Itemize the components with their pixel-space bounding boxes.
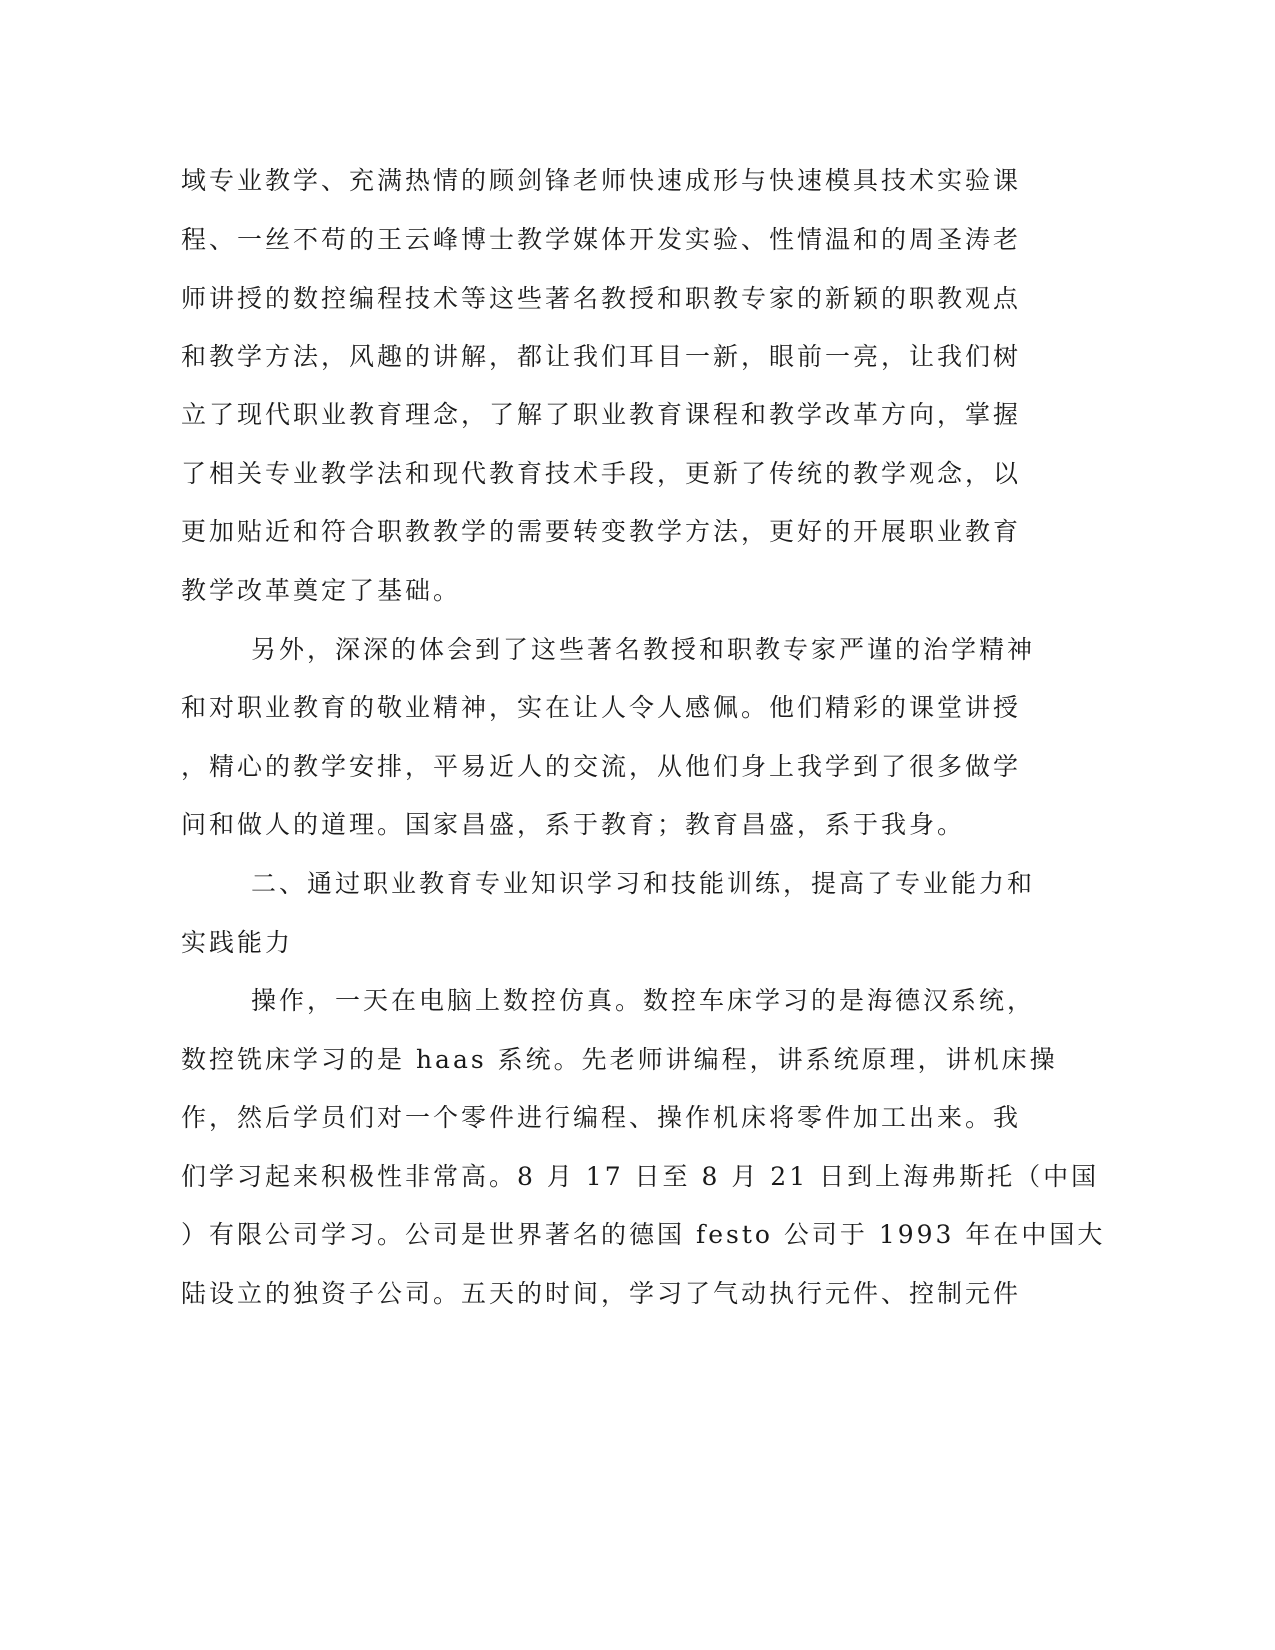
body-text-line: 问和做人的道理。国家昌盛，系于教育；教育昌盛，系于我身。 (181, 810, 966, 839)
body-text-line: 陆设立的独资子公司。五天的时间，学习了气动执行元件、控制元件 (181, 1279, 1022, 1308)
section-heading-line: 实践能力 (181, 928, 294, 957)
body-text-line: 程、一丝不苟的王云峰博士教学媒体开发实验、性情温和的周圣涛老 (181, 225, 1022, 254)
body-text-line: ，精心的教学安排，平易近人的交流，从他们身上我学到了很多做学 (181, 752, 1022, 781)
body-text-line: 立了现代职业教育理念，了解了职业教育课程和教学改革方向，掌握 (181, 400, 1022, 429)
body-text-line: 作，然后学员们对一个零件进行编程、操作机床将零件加工出来。我 (181, 1103, 1022, 1132)
body-text-line: 和对职业教育的敬业精神，实在让人令人感佩。他们精彩的课堂讲授 (181, 693, 1022, 722)
body-text-line: 数控铣床学习的是 haas 系统。先老师讲编程，讲系统原理，讲机床操 (181, 1045, 1058, 1074)
body-text-line: 们学习起来积极性非常高。8 月 17 日至 8 月 21 日到上海弗斯托（中国 (181, 1162, 1100, 1191)
paragraph-first-line: 操作，一天在电脑上数控仿真。数控车床学习的是海德汉系统， (251, 986, 1036, 1015)
body-text-line: ）有限公司学习。公司是世界著名的德国 festo 公司于 1993 年在中国大 (181, 1220, 1106, 1249)
body-text-line: 师讲授的数控编程技术等这些著名教授和职教专家的新颖的职教观点 (181, 284, 1022, 313)
body-text-line: 域专业教学、充满热情的顾剑锋老师快速成形与快速模具技术实验课 (181, 166, 1022, 195)
body-text-line: 了相关专业教学法和现代教育技术手段，更新了传统的教学观念，以 (181, 459, 1022, 488)
section-heading-line: 二、通过职业教育专业知识学习和技能训练，提高了专业能力和 (251, 869, 1036, 898)
body-text-line: 教学改革奠定了基础。 (181, 576, 462, 605)
paragraph-first-line: 另外，深深的体会到了这些著名教授和职教专家严谨的治学精神 (251, 635, 1036, 664)
body-text-line: 和教学方法，风趣的讲解，都让我们耳目一新，眼前一亮，让我们树 (181, 342, 1022, 371)
body-text-line: 更加贴近和符合职教教学的需要转变教学方法，更好的开展职业教育 (181, 517, 1022, 546)
